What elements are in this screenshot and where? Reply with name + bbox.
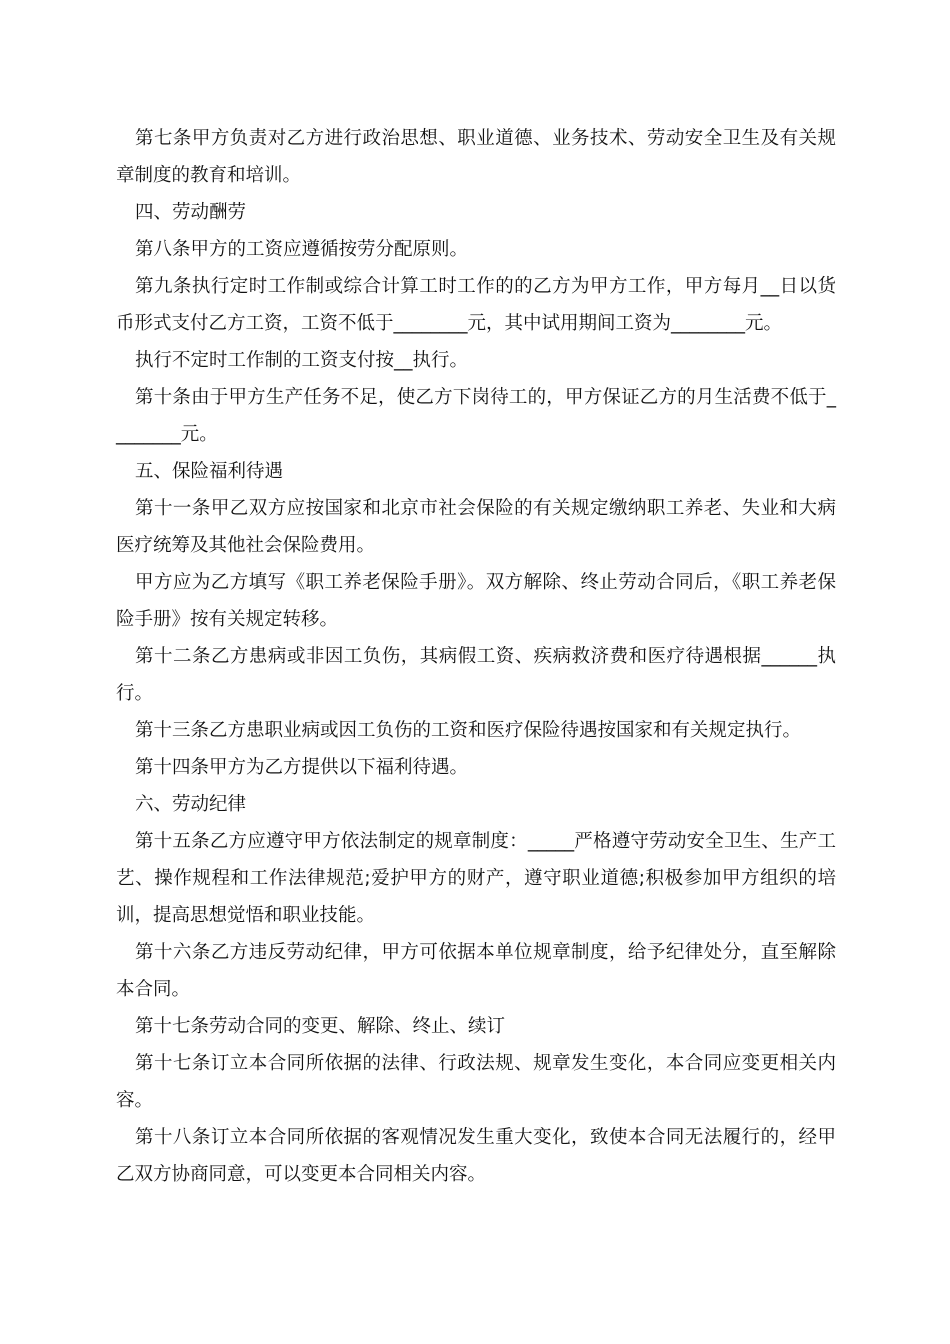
paragraph-article-15: 第十五条乙方应遵守甲方依法制定的规章制度：_____严格遵守劳动安全卫生、生产工艺、操作规程和工作法律规范;爱护甲方的财产，遵守职业道德;积极参加甲方组织的培训，提高思想觉悟和职业技能。 <box>116 831 836 926</box>
paragraph-article-17: 第十七条订立本合同所依据的法律、行政法规、规章发生变化，本合同应变更相关内容。 <box>116 1053 836 1111</box>
section-heading-discipline: 六、劳动纪律 <box>135 794 247 815</box>
section-heading-insurance: 五、保险福利待遇 <box>135 461 284 482</box>
paragraph-article-13: 第十三条乙方患职业病或因工负伤的工资和医疗保险待遇按国家和有关规定执行。 <box>135 720 802 741</box>
paragraph-article-12: 第十二条乙方患病或非因工负伤，其病假工资、疾病救济费和医疗待遇根据______执行。 <box>116 646 836 704</box>
paragraph-article-11: 第十一条甲乙双方应按国家和北京市社会保险的有关规定缴纳职工养老、失业和大病医疗统筹及其他社会保险费用。 <box>116 498 836 556</box>
paragraph-article-16: 第十六条乙方违反劳动纪律，甲方可依据本单位规章制度，给予纪律处分，直至解除本合同。 <box>116 942 836 1000</box>
document-body <box>116 120 836 1193</box>
paragraph-article-8: 第八条甲方的工资应遵循按劳分配原则。 <box>135 239 469 260</box>
paragraph-irregular-hours: 执行不定时工作制的工资支付按__执行。 <box>135 350 469 371</box>
paragraph-article-18: 第十八条订立本合同所依据的客观情况发生重大变化，致使本合同无法履行的，经甲乙双方协商同意，可以变更本合同相关内容。 <box>116 1127 836 1185</box>
section-heading-contract-changes: 第十七条劳动合同的变更、解除、终止、续订 <box>135 1016 506 1037</box>
paragraph-pension-handbook: 甲方应为乙方填写《职工养老保险手册》。双方解除、终止劳动合同后，《职工养老保险手册》按有关规定转移。 <box>116 572 836 630</box>
section-heading-remuneration: 四、劳动酬劳 <box>135 202 247 223</box>
paragraph-article-10: 第十条由于甲方生产任务不足，使乙方下岗待工的，甲方保证乙方的月生活费不低于________元。 <box>116 387 836 445</box>
paragraph-article-14: 第十四条甲方为乙方提供以下福利待遇。 <box>135 757 469 778</box>
paragraph-article-7: 第七条甲方负责对乙方进行政治思想、职业道德、业务技术、劳动安全卫生及有关规章制度的教育和培训。 <box>116 128 836 186</box>
paragraph-article-9: 第九条执行定时工作制或综合计算工时工作的的乙方为甲方工作，甲方每月__日以货币形式支付乙方工资，工资不低于________元，其中试用期间工资为________元。 <box>116 276 836 334</box>
